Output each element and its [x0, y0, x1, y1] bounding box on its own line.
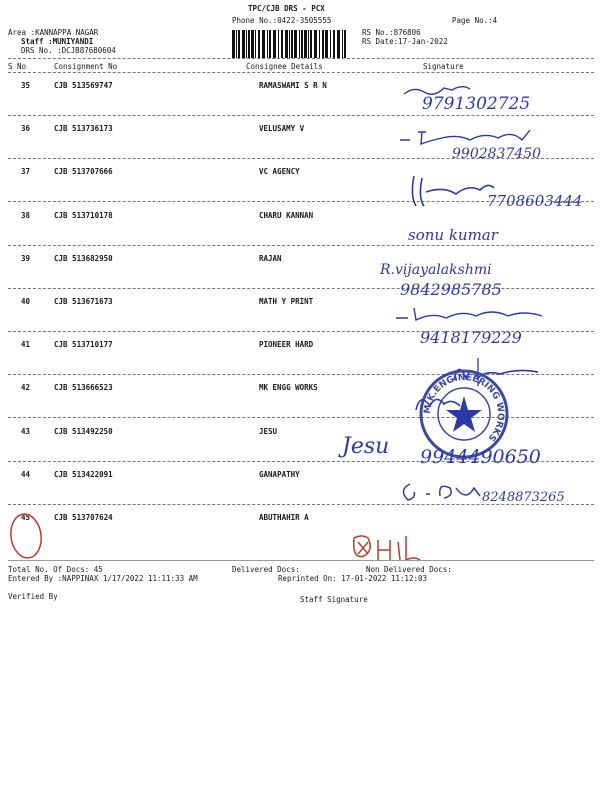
row-consignment-number: CJB 513707666: [54, 167, 113, 177]
svg-text:M.K.ENGINEERING WORKS: M.K.ENGINEERING WORKS: [422, 372, 506, 443]
barcode-image: [232, 30, 346, 58]
barcode-bar: [281, 30, 283, 58]
barcode-bar: [258, 30, 260, 58]
staff-signature: Staff Signature: [300, 595, 368, 604]
barcode-bar: [251, 30, 254, 58]
area-label: Area :KANNAPPA NAGAR: [8, 28, 99, 37]
rs-date: RS Date:17-Jan-2022: [362, 37, 448, 46]
verified-by: Verified By: [8, 592, 58, 601]
row-consignment-number: CJB 513492250: [54, 426, 113, 436]
row-consignee: PIONEER HARD: [259, 340, 314, 350]
signature-43-number: 9944490650: [420, 446, 541, 468]
row-consignment-number: CJB 513569747: [54, 81, 113, 90]
barcode-bar: [344, 30, 346, 58]
barcode-bar: [308, 30, 309, 58]
barcode-bar: [289, 30, 290, 58]
signature-40-scribble: [392, 304, 562, 324]
total-docs: Total No. Of Docs: 45: [8, 565, 103, 574]
reprinted-on: Reprinted On: 17-01-2022 11:12:03: [278, 574, 428, 583]
barcode-bar: [285, 30, 288, 58]
row-consignment-number: CJB 513707624: [54, 513, 113, 522]
row-serial-number: 37: [21, 167, 31, 177]
row-serial-number: 45: [21, 513, 31, 522]
row-consignee: VC AGENCY: [259, 167, 300, 177]
barcode-bar: [269, 30, 271, 58]
row-consignee: MK ENGG WORKS: [259, 383, 318, 393]
barcode-bar: [262, 30, 265, 58]
header-rule-top: [8, 58, 594, 59]
barcode-bar: [242, 30, 245, 58]
row-serial-number: 35: [21, 81, 31, 90]
barcode-bar: [294, 30, 297, 58]
barcode-bar: [342, 30, 343, 58]
barcode-bar: [248, 30, 250, 58]
row-consignment-number: CJB 513666523: [54, 383, 113, 393]
red-circle-mark: [6, 510, 46, 562]
row-consignee: MATH Y PRINT: [259, 297, 314, 306]
barcode-bar: [301, 30, 303, 58]
signature-35-number: 9791302725: [422, 94, 531, 114]
barcode-bar: [319, 30, 320, 58]
column-header-signature: Signature: [423, 62, 464, 71]
signature-42-scribble: [410, 388, 470, 418]
signature-39-name: R.vijayalakshmi: [380, 262, 492, 278]
row-consignment-number: CJB 513710177: [54, 340, 113, 350]
row-consignment-number: CJB 513422091: [54, 469, 113, 479]
signature-36-number: 9902837450: [452, 146, 542, 162]
row-serial-number: 41: [21, 340, 31, 350]
staff-label: Staff :MUNIYANDI: [21, 37, 94, 46]
row-consignee: GANAPATHY: [259, 469, 300, 479]
row-consignment-number: CJB 513682950: [54, 253, 113, 263]
footer-rule: [8, 560, 594, 561]
header-rule-bottom: [8, 72, 594, 73]
barcode-bar: [337, 30, 340, 58]
barcode-bar: [278, 30, 279, 58]
page-number: Page No.:4: [452, 16, 498, 25]
signature-40-number: 9418179229: [420, 328, 522, 347]
barcode-bar: [330, 30, 331, 58]
barcode-bar: [322, 30, 324, 58]
barcode-bar: [232, 30, 235, 58]
row-serial-number: 36: [21, 124, 31, 134]
signature-38: sonu kumar: [408, 226, 498, 244]
barcode-bar: [246, 30, 247, 58]
barcode-bar: [255, 30, 256, 58]
entered-by: Entered By :NAPPINAX 1/17/2022 11:11:33 AM: [8, 574, 198, 583]
column-header-consignee: Consignee Details: [246, 62, 323, 71]
column-header-consignment: Consignment No: [54, 62, 118, 71]
signature-35-scribble: [400, 80, 490, 100]
barcode-bar: [236, 30, 237, 58]
row-serial-number: 42: [21, 383, 31, 393]
row-consignee: CHARU KANNAN: [259, 210, 314, 220]
signature-39-number: 9842985785: [400, 280, 502, 299]
barcode-bar: [291, 30, 293, 58]
row-consignee: RAJAN: [259, 253, 282, 263]
barcode-bar: [310, 30, 312, 58]
row-serial-number: 39: [21, 253, 31, 263]
signature-44-number: 8248873265: [482, 490, 565, 505]
consignment-row: [0, 254, 600, 296]
row-consignee: VELUSAMY V: [259, 124, 305, 134]
signature-36-scribble: [398, 126, 558, 148]
delivered-docs: Delivered Docs:: [232, 565, 300, 574]
signature-43-name: Jesu: [342, 434, 390, 459]
column-header-sno: S No: [8, 62, 27, 71]
barcode-bar: [238, 30, 240, 58]
barcode-bar: [314, 30, 317, 58]
row-serial-number: 40: [21, 297, 31, 306]
row-consignment-number: CJB 513671673: [54, 297, 113, 306]
row-consignee: ABUTHAHIR A: [259, 513, 309, 522]
row-serial-number: 44: [21, 469, 31, 479]
non-delivered-docs: Non Delivered Docs:: [366, 565, 452, 574]
row-consignee: JESU: [259, 426, 278, 436]
rs-number: RS No.:876806: [362, 28, 421, 37]
drs-number: DRS No. :DCJB87680604: [21, 46, 116, 55]
row-consignment-number: CJB 513710178: [54, 210, 113, 220]
row-serial-number: 43: [21, 426, 31, 436]
barcode-bar: [267, 30, 268, 58]
barcode-bar: [299, 30, 300, 58]
phone-number: Phone No.:0422-3505555: [232, 16, 332, 25]
barcode-bar: [333, 30, 335, 58]
document-title: TPC/CJB DRS - PCX: [248, 4, 325, 13]
row-serial-number: 38: [21, 210, 31, 220]
row-consignment-number: CJB 513736173: [54, 124, 113, 134]
barcode-bar: [325, 30, 328, 58]
barcode-bar: [304, 30, 307, 58]
barcode-bar: [273, 30, 276, 58]
signature-37-number: 7708603444: [487, 192, 583, 210]
row-consignee: RAMASWAMI S R N: [259, 81, 327, 90]
consignment-row: [0, 513, 600, 555]
consignment-row: [0, 211, 600, 253]
